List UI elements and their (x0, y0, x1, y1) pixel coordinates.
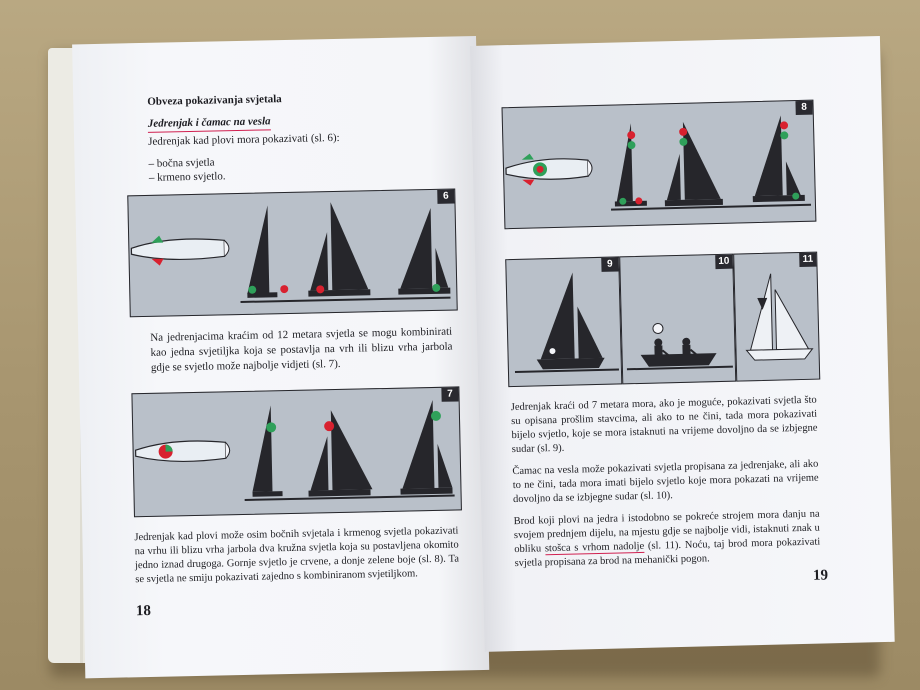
figure-number: 9 (601, 257, 618, 271)
paragraph: Jedrenjak kad plovi može osim bočnih svjetala i krmenog svjetla pokazivati na vrhu ili blizu vrha jarbola dva kružna svjetla koja su postavljena okomito jedno iznad drugoga. Gornje svjetlo je crvene, a donje zelene boje (sl. 8). Ta se svjetla ne smiju pokazivati zajedno s kombiniranom svjetiljkom. (134, 525, 460, 586)
paragraph: Jedrenjak kraći od 7 metara mora, ako je moguće, pokazivati svjetla što su opisana prošlim stavcima, ali ako to ne čini, tada mora pokazivati bijelo svjetlo, koje se mora istaknuti na vrijeme dovoljno da se izbjegne sudar (sl. 9). (510, 394, 818, 456)
figure-number: 8 (795, 101, 812, 115)
rowing-boat-illustration (620, 255, 735, 384)
paragraph: Na jedrenjacima kraćim od 12 metara svjetla se mogu kombinirati kao jedna svjetiljka koja se postavlja na vrh ili blizu vrha jarbola gdje se svjetlo može najbolje vidjeti (sl. 7). (150, 325, 453, 374)
sailboats-illustration (128, 189, 456, 316)
paragraph (513, 508, 820, 571)
list-item: – krmeno svjetlo. (148, 170, 226, 184)
right-page (470, 36, 895, 652)
paragraph: Čamac na vesla može pokazivati svjetla propisana za jedrenjake, ali ako to ne čini, tada mora imati bijelo svjetlo koje mora pokazati na vrijeme dovoljno da se izbjegne sudar (sl. 10). (512, 458, 819, 506)
page-number: 19 (812, 567, 829, 584)
figure-number: 11 (799, 253, 816, 267)
left-page (72, 36, 489, 678)
paragraph-text: (sl. 11). Noću, taj brod mora pokazivati svjetla propisana za brod na mehanički pogon. (514, 536, 821, 570)
figure-7 (131, 386, 462, 517)
list-item: – bočna svjetla (148, 156, 215, 170)
section-heading: Obveza pokazivanja svjetala (147, 93, 282, 108)
underlined-phrase: stošca s vrhom nadolje (544, 540, 645, 555)
subheading: Jedrenjak i čamac na vesla (148, 114, 271, 133)
figure-11 (733, 252, 820, 382)
paragraph-text: Brod koji plovi na jedra i istodobno se pokreće strojem mora danju na svojem prednjem dijelu, na mjestu gdje se najbolje vidi, istaknuti znak u obliku (513, 508, 821, 556)
figure-8 (502, 100, 817, 230)
small-sailboat-illustration (506, 257, 621, 386)
figure-10 (619, 254, 736, 385)
page-number: 18 (135, 602, 152, 620)
motorsailer-illustration (734, 253, 819, 381)
sailboats-illustration (503, 101, 816, 229)
figure-number: 10 (715, 255, 732, 269)
figure-6 (127, 188, 457, 317)
figure-9 (505, 256, 622, 387)
intro-text: Jedrenjak kad plovi mora pokazivati (sl. 6): (148, 131, 340, 148)
sailboats-illustration (132, 387, 460, 516)
figure-number: 6 (437, 189, 454, 203)
figure-number: 7 (441, 387, 458, 401)
